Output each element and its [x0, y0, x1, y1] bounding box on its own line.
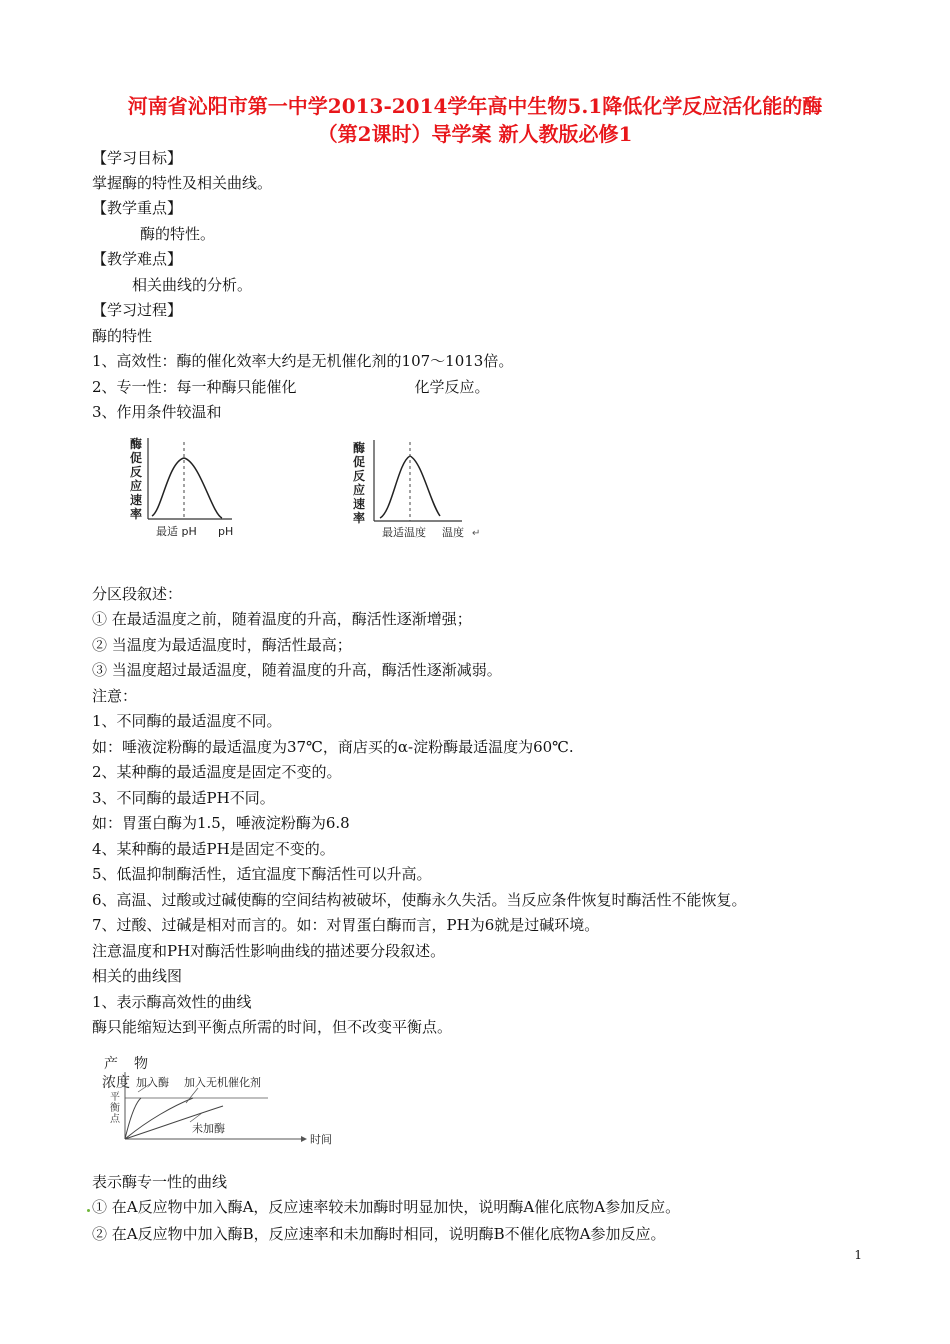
ph-ylabel-char: 促: [130, 451, 143, 465]
eff-leader-inorganic: [186, 1088, 198, 1103]
return-mark-icon: ↵: [472, 528, 481, 539]
temp-ylabel-char: 速: [353, 497, 366, 511]
eff-label-enzyme: 加入酶: [136, 1076, 169, 1089]
note-1-example: 如：唾液淀粉酶的最适温度为37℃，商店买的α-淀粉酶最适温度为60℃.: [92, 738, 574, 756]
eff-ylabel-1: 产: [104, 1056, 118, 1072]
section-goal-heading: 【学习目标】: [92, 149, 183, 167]
ph-ylabel-char: 反: [130, 465, 143, 479]
temp-ylabel-char: 率: [353, 511, 366, 525]
temperature-activity-figure: [350, 432, 490, 547]
specificity-title: 表示酶专一性的曲线: [92, 1173, 228, 1191]
eff-ylabel-2: 物: [134, 1056, 148, 1072]
eff-leader-none: [190, 1113, 202, 1122]
note-6: 6、高温、过酸或过碱使酶的空间结构被破坏，使酶永久失活。当反应条件恢复时酶活性不能恢复。: [92, 891, 747, 909]
curve-1-description: 酶只能缩短达到平衡点所需的时间，但不改变平衡点。: [92, 1018, 453, 1036]
difficulty-text: 相关曲线的分析。: [132, 276, 253, 294]
ph-xlabel-optimum: 最适 pH: [156, 525, 197, 538]
note-3: 3、不同酶的最适PH不同。: [92, 789, 275, 807]
curve-1-title: 1、表示酶高效性的曲线: [92, 993, 252, 1011]
eff-eq-char: 衡: [110, 1103, 120, 1114]
eff-curve-inorganic: [125, 1098, 193, 1139]
temp-xlabel-optimum: 最适温度: [382, 526, 426, 539]
temp-ylabel-char: 酶: [353, 441, 366, 455]
specificity-2: ② 在A反应物中加入酶B，反应速率和未加酶时相同，说明酶B不催化底物A参加反应。: [92, 1225, 666, 1243]
ph-activity-curve: [152, 458, 222, 518]
ph-xlabel-axis: pH: [218, 525, 234, 538]
temp-ylabel-char: 反: [353, 469, 366, 483]
eff-xlabel: 时间: [310, 1133, 332, 1146]
segment-3: ③ 当温度超过最适温度，随着温度的升高，酶活性逐渐减弱。: [92, 661, 502, 679]
doc-title-line2: （第2课时）导学案 新人教版必修1: [317, 122, 633, 146]
segment-1: ① 在最适温度之前，随着温度的升高，酶活性逐渐增强；: [92, 610, 472, 628]
property-specificity-b: 化学反应。: [414, 378, 490, 396]
key-text: 酶的特性。: [140, 225, 216, 243]
eff-eq-char: 平: [110, 1092, 120, 1103]
marker-dot-icon: [87, 1209, 90, 1212]
note-7: 7、过酸、过碱是相对而言的。如：对胃蛋白酶而言，PH为6就是过碱环境。: [92, 916, 600, 934]
temp-xlabel-axis: 温度: [442, 526, 464, 539]
note-3-example: 如：胃蛋白酶为1.5，唾液淀粉酶为6.8: [92, 814, 350, 832]
ph-ylabel-char: 率: [130, 507, 143, 521]
ph-ylabel-char: 酶: [130, 437, 143, 451]
ph-activity-figure: [122, 432, 247, 547]
eff-label-none: 未加酶: [192, 1122, 225, 1135]
section-key-heading: 【教学重点】: [92, 199, 183, 217]
doc-title-line1: 河南省沁阳市第一中学2013-2014学年高中生物5.1降低化学反应活化能的酶: [127, 94, 823, 118]
eff-x-arrow-icon: [301, 1136, 307, 1142]
property-specificity: [92, 376, 490, 398]
properties-title: 酶的特性: [92, 327, 153, 345]
property-specificity-a: 2、专一性：每一种酶只能催化: [92, 378, 297, 396]
eff-label-inorganic: 加入无机催化剂: [184, 1076, 261, 1089]
note-2: 2、某种酶的最适温度是固定不变的。: [92, 763, 342, 781]
temp-ylabel-char: 应: [353, 483, 366, 497]
note-1: 1、不同酶的最适温度不同。: [92, 712, 282, 730]
note-5: 5、低温抑制酶活性，适宜温度下酶活性可以升高。: [92, 865, 432, 883]
curves-title: 相关的曲线图: [92, 967, 183, 985]
property-efficiency: 1、高效性：酶的催化效率大约是无机催化剂的107～1013倍。: [92, 352, 514, 370]
specificity-1: ① 在A反应物中加入酶A，反应速率较未加酶时明显加快，说明酶A催化底物A参加反应。: [92, 1198, 681, 1216]
efficiency-curve-figure: [98, 1048, 343, 1150]
section-process-heading: 【学习过程】: [92, 301, 183, 319]
note-heading: 注意：: [92, 687, 138, 705]
page-number: 1: [854, 1248, 862, 1262]
property-mild: 3、作用条件较温和: [92, 403, 222, 421]
note-4: 4、某种酶的最适PH是固定不变的。: [92, 840, 335, 858]
ph-ylabel-char: 应: [130, 479, 143, 493]
goal-text: 掌握酶的特性及相关曲线。: [92, 174, 273, 192]
segment-title: 分区段叙述：: [92, 585, 183, 603]
eff-eq-char: 点: [110, 1114, 120, 1125]
note-8: 注意温度和PH对酶活性影响曲线的描述要分段叙述。: [92, 942, 446, 960]
ph-ylabel-char: 速: [130, 493, 143, 507]
segment-2: ② 当温度为最适温度时，酶活性最高；: [92, 636, 352, 654]
section-difficulty-heading: 【教学难点】: [92, 250, 183, 268]
temp-ylabel-char: 促: [353, 455, 366, 469]
eff-ylabel-3: 浓度: [102, 1075, 130, 1091]
